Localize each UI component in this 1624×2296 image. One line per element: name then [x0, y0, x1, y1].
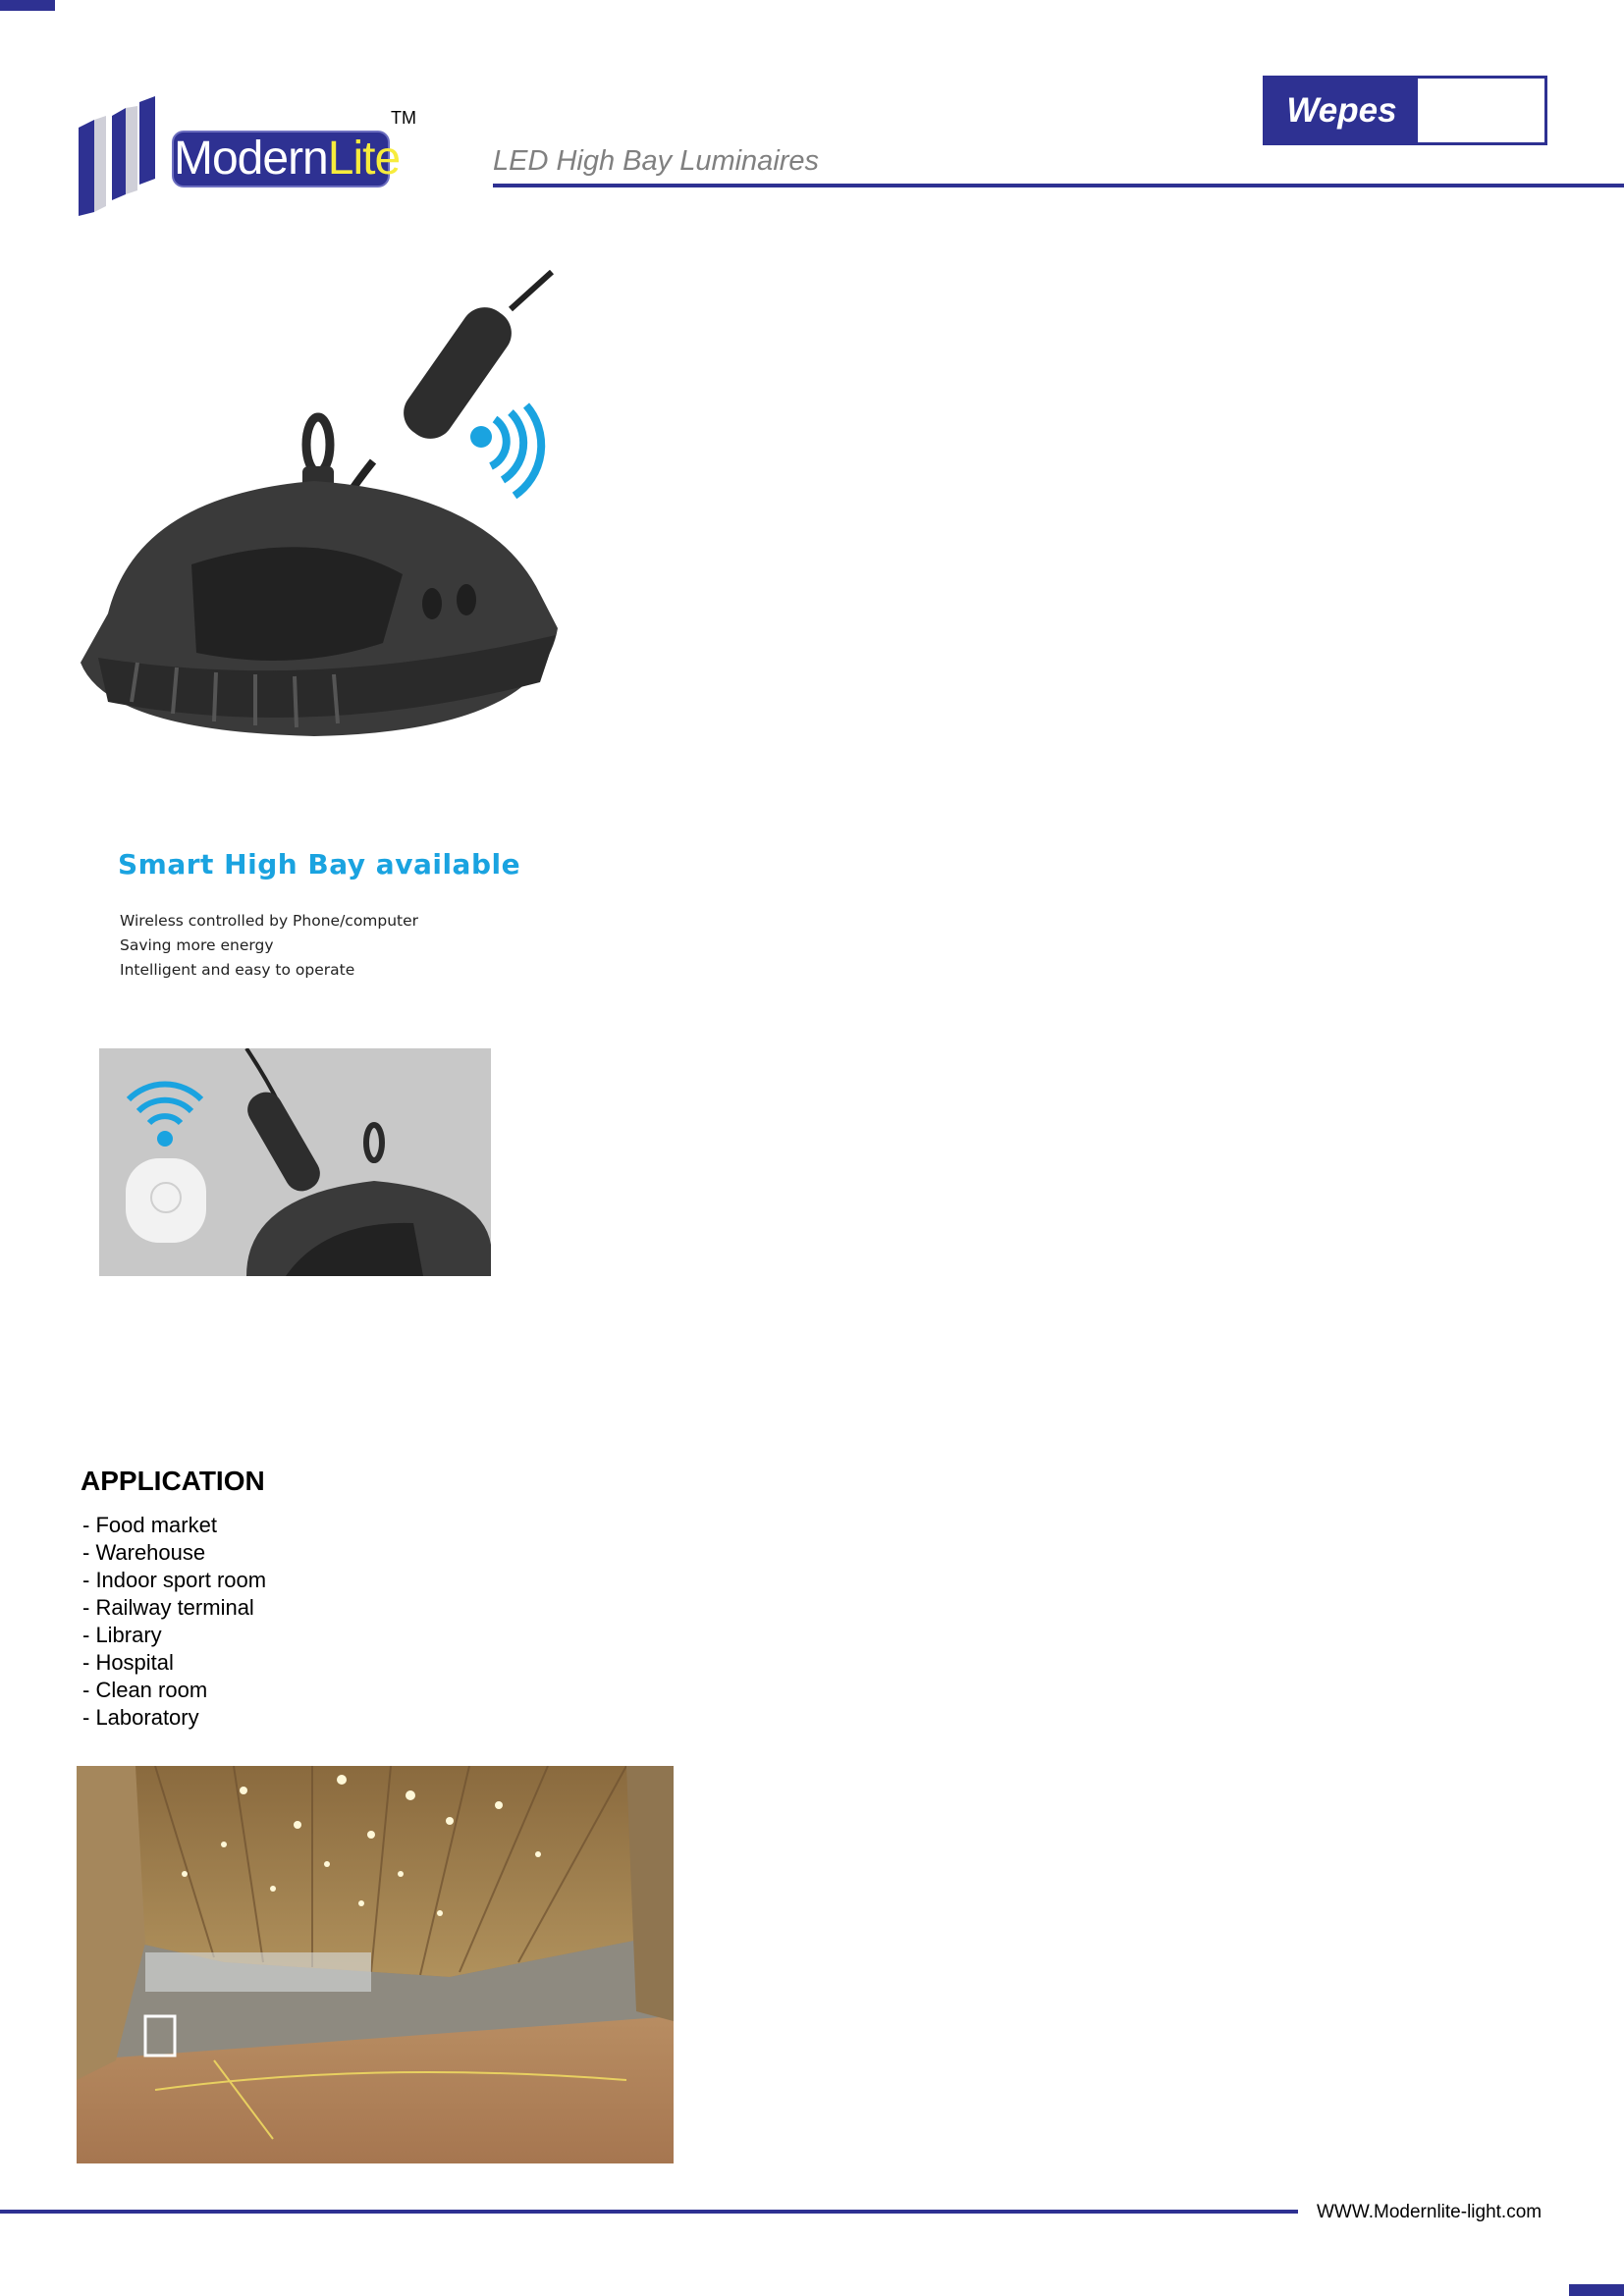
smart-feature-line: Intelligent and easy to operate — [120, 961, 355, 979]
application-item: - Warehouse — [82, 1540, 206, 1565]
application-item: - Hospital — [82, 1650, 174, 1675]
application-item: - Library — [82, 1623, 162, 1647]
title-underline — [493, 184, 1624, 187]
application-list — [82, 1512, 266, 1732]
application-item: - Food market — [82, 1513, 217, 1537]
trademark-symbol: TM — [391, 108, 416, 128]
footer-website-link[interactable]: WWW.Modernlite-light.com — [1317, 2202, 1543, 2222]
smart-feature-line: Saving more energy — [120, 936, 274, 954]
document-title: LED High Bay Luminaires — [493, 145, 820, 177]
brand-name: Wepes — [1266, 79, 1418, 142]
wireless-remote-image — [99, 1048, 491, 1276]
logo-wordmark: ModernLite — [172, 131, 390, 187]
brand-badge — [1263, 76, 1547, 145]
application-item: - Indoor sport room — [82, 1568, 267, 1592]
corner-accent-bottom — [1569, 2284, 1624, 2296]
smart-feature-line: Wireless controlled by Phone/computer — [120, 912, 419, 930]
corner-accent-top — [0, 0, 55, 11]
application-item: - Railway terminal — [82, 1595, 254, 1620]
sports-hall-photo — [77, 1766, 674, 2163]
application-item: - Laboratory — [82, 1705, 199, 1730]
footer-rule — [0, 2210, 1298, 2214]
high-bay-luminaire-image — [79, 270, 560, 741]
smart-high-bay-title: Smart High Bay available — [118, 848, 521, 881]
smart-feature-list — [120, 909, 418, 983]
application-item: - Clean room — [82, 1678, 208, 1702]
application-heading: APPLICATION — [81, 1466, 265, 1496]
